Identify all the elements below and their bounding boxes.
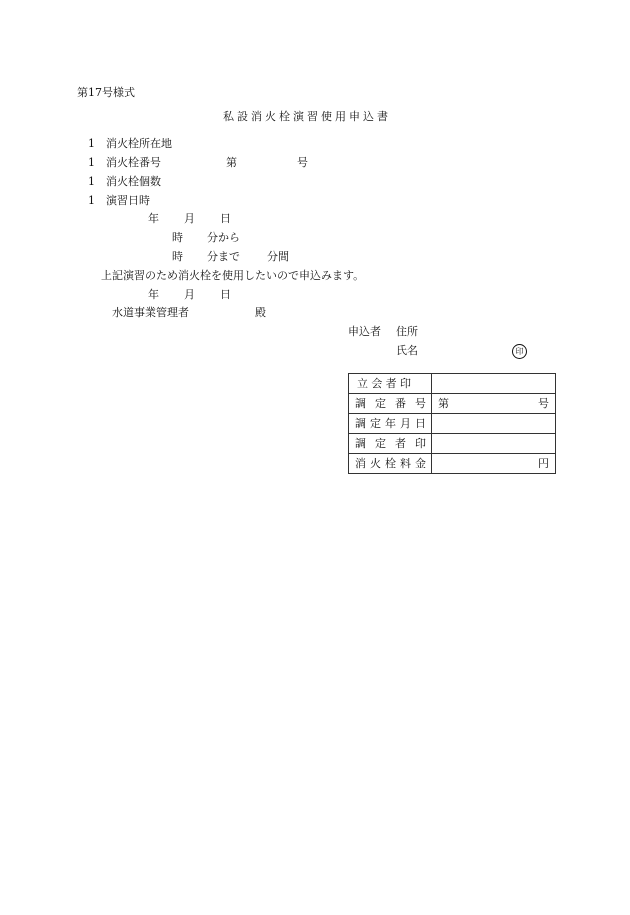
item-location-label: 消火栓所在地 bbox=[106, 137, 172, 150]
item-3-no: 1 bbox=[88, 175, 95, 188]
seal-mark-text: 印 bbox=[515, 346, 524, 356]
seal-mark-icon bbox=[512, 344, 527, 359]
signdate-year: 年 bbox=[148, 288, 159, 301]
datetime-month: 月 bbox=[184, 212, 195, 225]
addressee-honorific: 殿 bbox=[255, 306, 266, 319]
row-value-assessment-date bbox=[432, 414, 556, 434]
item-hydrant-number-dai: 第 bbox=[226, 156, 237, 169]
datetime-hour-from: 時 bbox=[172, 231, 183, 244]
row-value-assessor-seal bbox=[432, 434, 556, 454]
datetime-day: 日 bbox=[220, 212, 231, 225]
item-hydrant-number-label: 消火栓番号 bbox=[106, 156, 161, 169]
signdate-day: 日 bbox=[220, 288, 231, 301]
item-4-no: 1 bbox=[88, 194, 95, 207]
signdate-month: 月 bbox=[184, 288, 195, 301]
item-hydrant-number-go: 号 bbox=[297, 156, 308, 169]
row-label-witness-seal: 立 会 者 印 bbox=[349, 374, 432, 394]
addressee-name: 水道事業管理者 bbox=[112, 306, 189, 319]
item-2-no: 1 bbox=[88, 156, 95, 169]
form-number: 第17号様式 bbox=[77, 86, 135, 99]
datetime-year: 年 bbox=[148, 212, 159, 225]
table-row bbox=[349, 374, 556, 394]
applicant-address-label: 住所 bbox=[396, 325, 418, 338]
row-value-assessment-number bbox=[432, 394, 556, 414]
value-dai: 第 bbox=[438, 397, 449, 410]
row-value-witness-seal bbox=[432, 374, 556, 394]
datetime-minute-from: 分から bbox=[207, 231, 240, 244]
row-label-hydrant-fee: 消 火 栓 料 金 bbox=[349, 454, 432, 474]
table-row bbox=[349, 414, 556, 434]
datetime-minute-to: 分まで bbox=[207, 250, 240, 263]
row-label-assessment-number: 調 定 番 号 bbox=[349, 394, 432, 414]
item-drill-datetime-label: 演習日時 bbox=[106, 194, 150, 207]
form-title: 私設消火栓演習使用申込書 bbox=[223, 110, 391, 123]
application-statement: 上記演習のため消火栓を使用したいので申込みます。 bbox=[101, 269, 365, 282]
row-value-hydrant-fee bbox=[432, 454, 556, 474]
datetime-hour-to: 時 bbox=[172, 250, 183, 263]
table-row bbox=[349, 434, 556, 454]
applicant-name-label: 氏名 bbox=[396, 344, 418, 357]
datetime-minute-total: 分間 bbox=[267, 250, 289, 263]
value-yen: 円 bbox=[538, 457, 549, 470]
office-use-table bbox=[348, 373, 556, 474]
row-label-assessment-date: 調 定 年 月 日 bbox=[349, 414, 432, 434]
value-go: 号 bbox=[538, 397, 549, 410]
item-hydrant-count-label: 消火栓個数 bbox=[106, 175, 161, 188]
applicant-label: 申込者 bbox=[348, 325, 381, 338]
table-row bbox=[349, 394, 556, 414]
row-label-assessor-seal: 調 定 者 印 bbox=[349, 434, 432, 454]
table-row bbox=[349, 454, 556, 474]
item-1-no: 1 bbox=[88, 137, 95, 150]
